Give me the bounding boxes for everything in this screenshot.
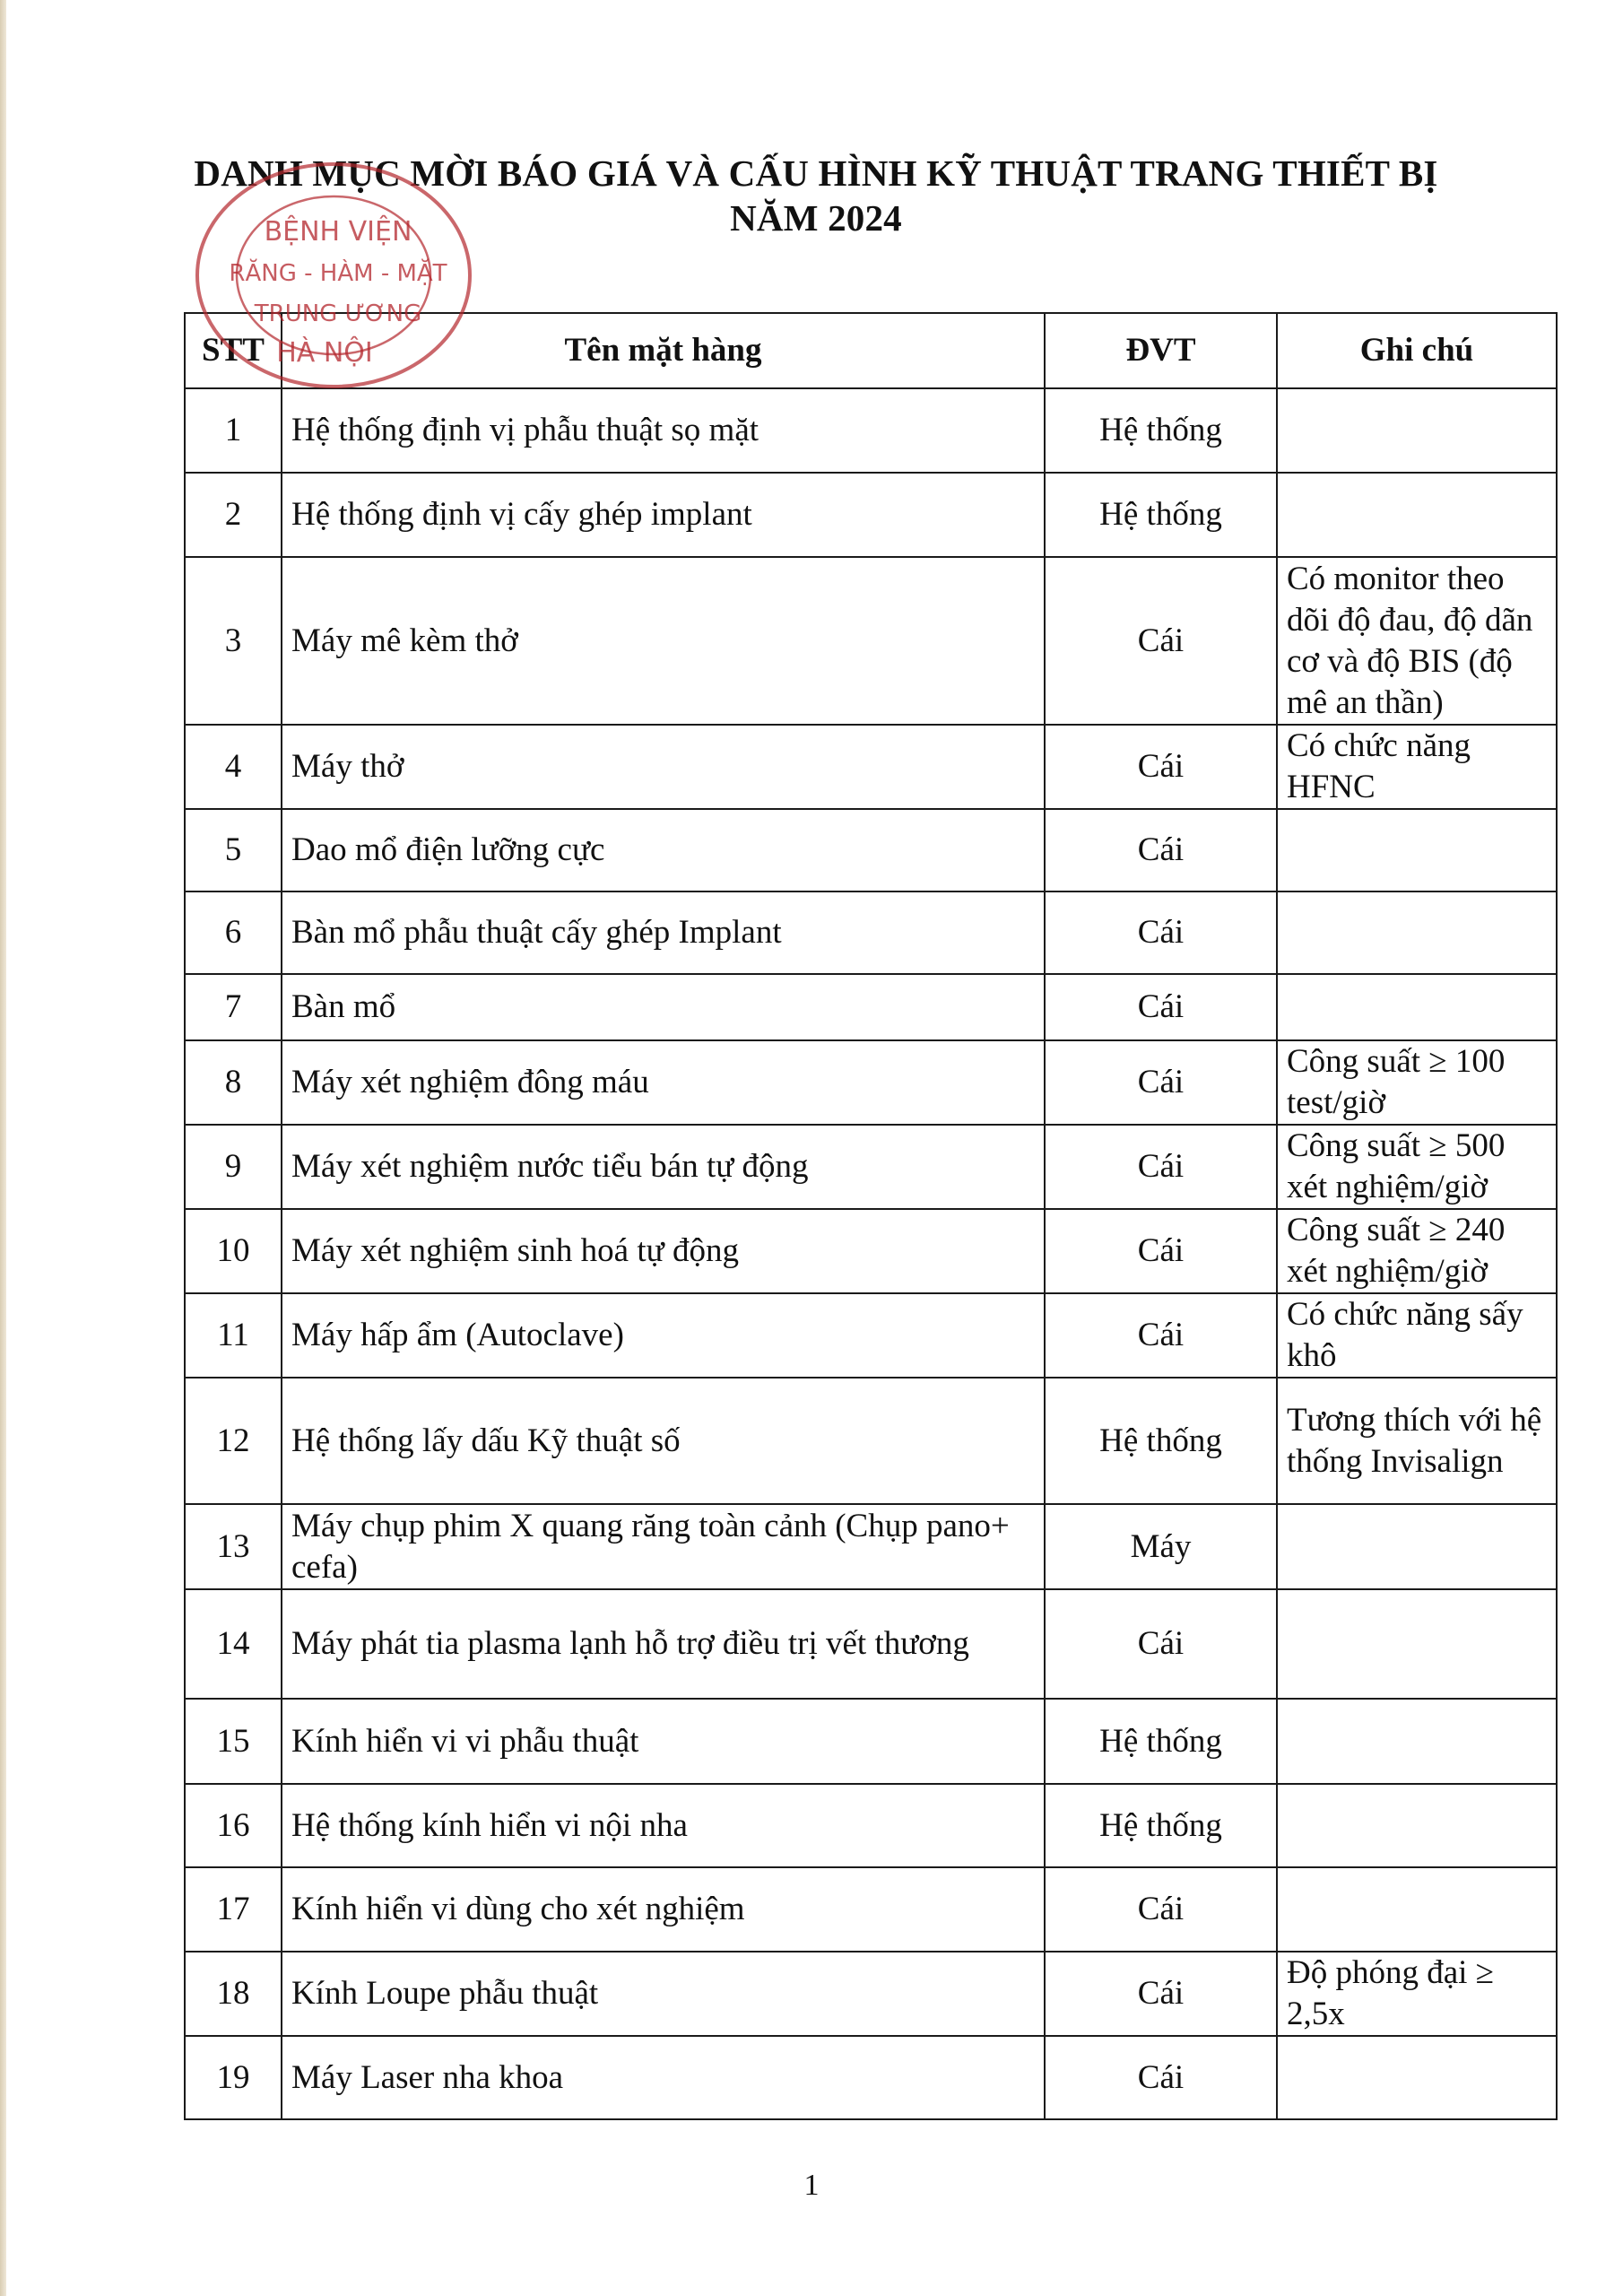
- table-row: [185, 1125, 1557, 1209]
- row-name: Máy Laser nha khoa: [282, 2036, 1045, 2119]
- row-name: Máy mê kèm thở: [282, 557, 1045, 725]
- row-stt: 12: [185, 1378, 282, 1504]
- table-row: [185, 473, 1557, 557]
- table-row: [185, 725, 1557, 809]
- equipment-table: [184, 312, 1558, 2120]
- row-dvt: Hệ thống: [1045, 1378, 1277, 1504]
- row-note: Công suất ≥ 100 test/giờ: [1277, 1040, 1557, 1125]
- row-stt: 18: [185, 1952, 282, 2036]
- row-note: Có monitor theo dõi độ đau, độ dãn cơ và độ BIS (độ mê an thần): [1277, 557, 1557, 725]
- row-note: Độ phóng đại ≥ 2,5x: [1277, 1952, 1557, 2036]
- row-name: Hệ thống định vị phẫu thuật sọ mặt: [282, 388, 1045, 473]
- table-row: [185, 1040, 1557, 1125]
- row-dvt: Cái: [1045, 1293, 1277, 1378]
- row-name: Hệ thống lấy dấu Kỹ thuật số: [282, 1378, 1045, 1504]
- row-note: [1277, 1784, 1557, 1867]
- row-dvt: Hệ thống: [1045, 1699, 1277, 1784]
- row-stt: 17: [185, 1867, 282, 1952]
- row-dvt: Cái: [1045, 1867, 1277, 1952]
- row-stt: 16: [185, 1784, 282, 1867]
- row-dvt: Cái: [1045, 2036, 1277, 2119]
- row-stt: 7: [185, 974, 282, 1040]
- row-dvt: Cái: [1045, 1589, 1277, 1699]
- row-stt: 1: [185, 388, 282, 473]
- row-stt: 15: [185, 1699, 282, 1784]
- table-row: [185, 1209, 1557, 1293]
- table-row: [185, 1699, 1557, 1784]
- row-stt: 6: [185, 891, 282, 974]
- row-dvt: Cái: [1045, 809, 1277, 891]
- row-stt: 2: [185, 473, 282, 557]
- page-edge-shadow: [0, 0, 6, 2296]
- row-name: Kính hiển vi vi phẫu thuật: [282, 1699, 1045, 1784]
- row-note: Có chức năng sấy khô: [1277, 1293, 1557, 1378]
- seal-text-line-3: TRUNG ƯƠNG: [254, 300, 422, 327]
- row-name: Kính Loupe phẫu thuật: [282, 1952, 1045, 2036]
- row-name: Máy thở: [282, 725, 1045, 809]
- row-name: Máy chụp phim X quang răng toàn cảnh (Chụp pano+ cefa): [282, 1504, 1045, 1589]
- row-name: Máy xét nghiệm nước tiểu bán tự động: [282, 1125, 1045, 1209]
- row-dvt: Cái: [1045, 725, 1277, 809]
- row-note: [1277, 809, 1557, 891]
- page-number: 1: [803, 2169, 820, 2202]
- row-name: Kính hiển vi dùng cho xét nghiệm: [282, 1867, 1045, 1952]
- seal-text-line-4: HÀ NỘI: [276, 337, 373, 369]
- row-name: Dao mổ điện lưỡng cực: [282, 809, 1045, 891]
- row-dvt: Cái: [1045, 1125, 1277, 1209]
- header-stt: STT: [185, 313, 282, 388]
- row-stt: 19: [185, 2036, 282, 2119]
- table-row: [185, 809, 1557, 891]
- header-dvt: ĐVT: [1045, 313, 1277, 388]
- row-note: [1277, 1504, 1557, 1589]
- row-name: Máy xét nghiệm sinh hoá tự động: [282, 1209, 1045, 1293]
- row-dvt: Cái: [1045, 557, 1277, 725]
- table-row: [185, 1504, 1557, 1589]
- row-note: Công suất ≥ 240 xét nghiệm/giờ: [1277, 1209, 1557, 1293]
- row-note: [1277, 473, 1557, 557]
- row-stt: 11: [185, 1293, 282, 1378]
- row-note: Công suất ≥ 500 xét nghiệm/giờ: [1277, 1125, 1557, 1209]
- header-name: Tên mặt hàng: [282, 313, 1045, 388]
- seal-text-line-1: BỆNH VIỆN: [264, 216, 412, 248]
- row-stt: 8: [185, 1040, 282, 1125]
- row-dvt: Máy: [1045, 1504, 1277, 1589]
- row-name: Bàn mổ phẫu thuật cấy ghép Implant: [282, 891, 1045, 974]
- row-note: [1277, 974, 1557, 1040]
- row-dvt: Hệ thống: [1045, 388, 1277, 473]
- table-row: [185, 1952, 1557, 2036]
- table-row: [185, 891, 1557, 974]
- row-name: Bàn mổ: [282, 974, 1045, 1040]
- row-dvt: Cái: [1045, 1040, 1277, 1125]
- row-note: [1277, 1699, 1557, 1784]
- row-stt: 5: [185, 809, 282, 891]
- table-row: [185, 557, 1557, 725]
- table-row: [185, 1784, 1557, 1867]
- table-row: [185, 974, 1557, 1040]
- table-header-row: [185, 313, 1557, 388]
- table-row: [185, 1589, 1557, 1699]
- row-note: [1277, 891, 1557, 974]
- row-name: Hệ thống kính hiển vi nội nha: [282, 1784, 1045, 1867]
- row-stt: 3: [185, 557, 282, 725]
- row-dvt: Cái: [1045, 1952, 1277, 2036]
- table-row: [185, 388, 1557, 473]
- row-note: [1277, 2036, 1557, 2119]
- row-name: Máy xét nghiệm đông máu: [282, 1040, 1045, 1125]
- row-stt: 4: [185, 725, 282, 809]
- row-stt: 14: [185, 1589, 282, 1699]
- table-row: [185, 1293, 1557, 1378]
- title-line-1: DANH MỤC MỜI BÁO GIÁ VÀ CẤU HÌNH KỸ THUẬT TRANG THIẾT BỊ: [194, 152, 1438, 194]
- row-name: Máy hấp ẩm (Autoclave): [282, 1293, 1045, 1378]
- row-stt: 10: [185, 1209, 282, 1293]
- table-row: [185, 1867, 1557, 1952]
- row-dvt: Cái: [1045, 1209, 1277, 1293]
- table-row: [185, 1378, 1557, 1504]
- row-note: Có chức năng HFNC: [1277, 725, 1557, 809]
- row-dvt: Hệ thống: [1045, 473, 1277, 557]
- row-dvt: Cái: [1045, 974, 1277, 1040]
- row-note: Tương thích với hệ thống Invisalign: [1277, 1378, 1557, 1504]
- row-note: [1277, 1589, 1557, 1699]
- row-note: [1277, 388, 1557, 473]
- document-title: [179, 151, 1453, 240]
- row-name: Hệ thống định vị cấy ghép implant: [282, 473, 1045, 557]
- header-note: Ghi chú: [1277, 313, 1557, 388]
- title-line-2: NĂM 2024: [730, 197, 902, 239]
- seal-text-line-2: RĂNG - HÀM - MẶT: [229, 260, 447, 287]
- row-stt: 13: [185, 1504, 282, 1589]
- table-row: [185, 2036, 1557, 2119]
- row-note: [1277, 1867, 1557, 1952]
- row-dvt: Hệ thống: [1045, 1784, 1277, 1867]
- row-dvt: Cái: [1045, 891, 1277, 974]
- row-stt: 9: [185, 1125, 282, 1209]
- row-name: Máy phát tia plasma lạnh hỗ trợ điều trị vết thương: [282, 1589, 1045, 1699]
